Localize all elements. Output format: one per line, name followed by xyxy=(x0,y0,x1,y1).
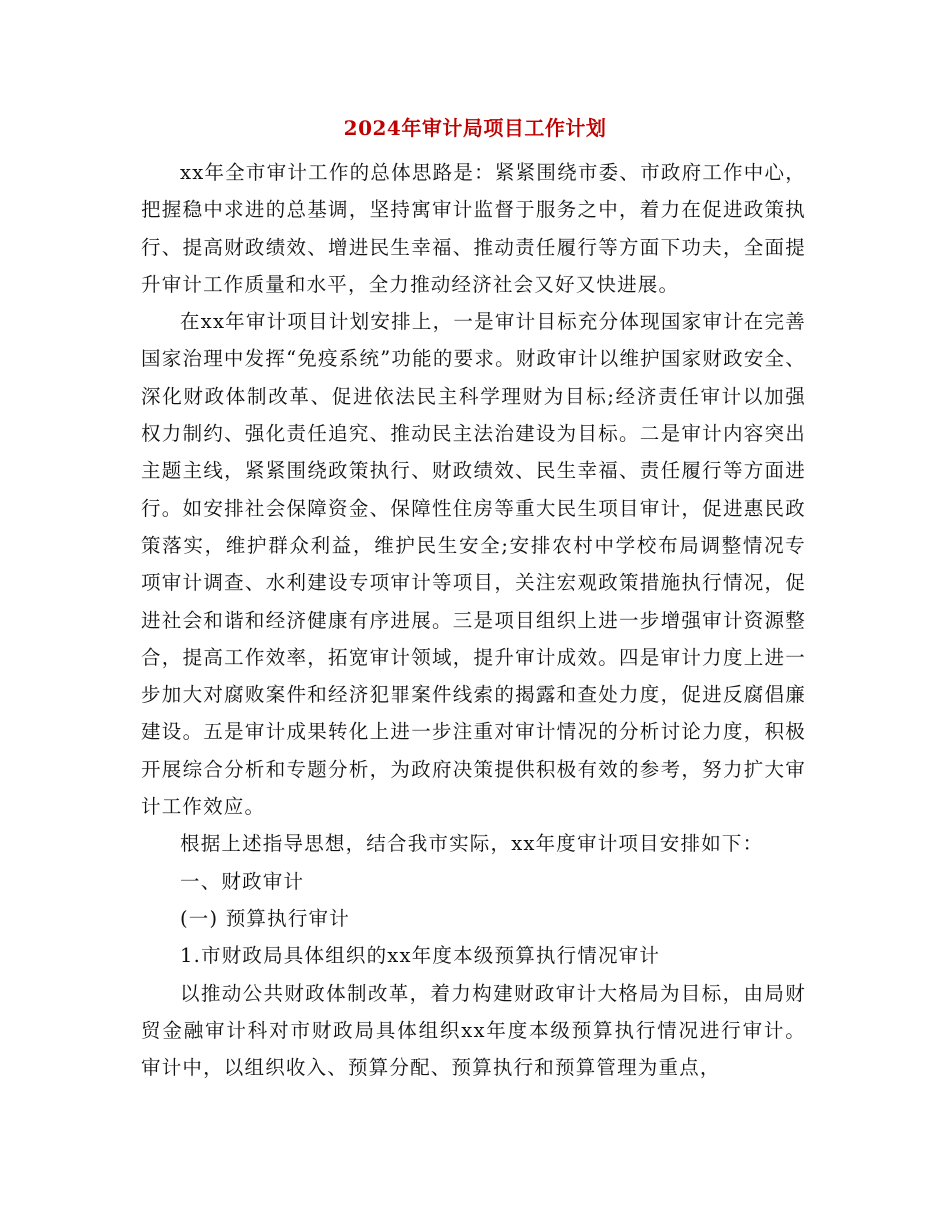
document-body xyxy=(141,154,806,1086)
paragraph-budget-audit-detail: 以推动公共财政体制改革，着力构建财政审计大格局为目标，由局财贸金融审计科对市财政局具体组织xx年度本级预算执行情况进行审计。审计中，以组织收入、预算分配、预算执行和预算管理为重点， xyxy=(141,981,806,1080)
paragraph-overall-approach: xx年全市审计工作的总体思路是：紧紧围绕市委、市政府工作中心，把握稳中求进的总基调，坚持寓审计监督于服务之中，着力在促进政策执行、提高财政绩效、增进民生幸福、推动责任履行等方面下功夫，全面提升审计工作质量和水平，全力推动经济社会又好又快进展。 xyxy=(141,161,806,296)
subsection-heading-budget-execution: (一) 预算执行审计 xyxy=(180,906,350,930)
section-heading-fiscal-audit: 一、财政审计 xyxy=(180,869,305,893)
paragraph-arrangement-intro: 根据上述指导思想，结合我市实际，xx年度审计项目安排如下： xyxy=(180,832,764,856)
document-title: 2024年审计局项目工作计划 xyxy=(343,116,607,140)
paragraph-project-plan: 在xx年审计项目计划安排上，一是审计目标充分体现国家审计在完善国家治理中发挥“免疫系统”功能的要求。财政审计以维护国家财政安全、深化财政体制改革、促进依法民主科学理财为目标;经济责任审计以加强权力制约、强化责任追究、推动民主法治建设为目标。二是审计内容突出主题主线，紧紧围绕政策执行、财政绩效、民生幸福、责任履行等方面进行。如安排社会保障资金、保障性住房等重大民生项目审计，促进惠民政策落实，维护群众利益，维护民生安全;安排农村中学校布局调整情况专项审计调查、水利建设专项审计等项目，关注宏观政策措施执行情况，促进社会和谐和经济健康有序进展。三是项目组织上进一步增强审计资源整合，提高工作效率，拓宽审计领域，提升审计成效。四是审计力度上进一步加大对腐败案件和经济犯罪案件线索的揭露和查处力度，促进反腐倡廉建设。五是审计成果转化上进一步注重对审计情况的分析讨论力度，积极开展综合分析和专题分析，为政府决策提供积极有效的参考，努力扩大审计工作效应。 xyxy=(141,310,806,819)
item-heading-finance-bureau: 1.市财政局具体组织的xx年度本级预算执行情况审计 xyxy=(180,944,661,968)
